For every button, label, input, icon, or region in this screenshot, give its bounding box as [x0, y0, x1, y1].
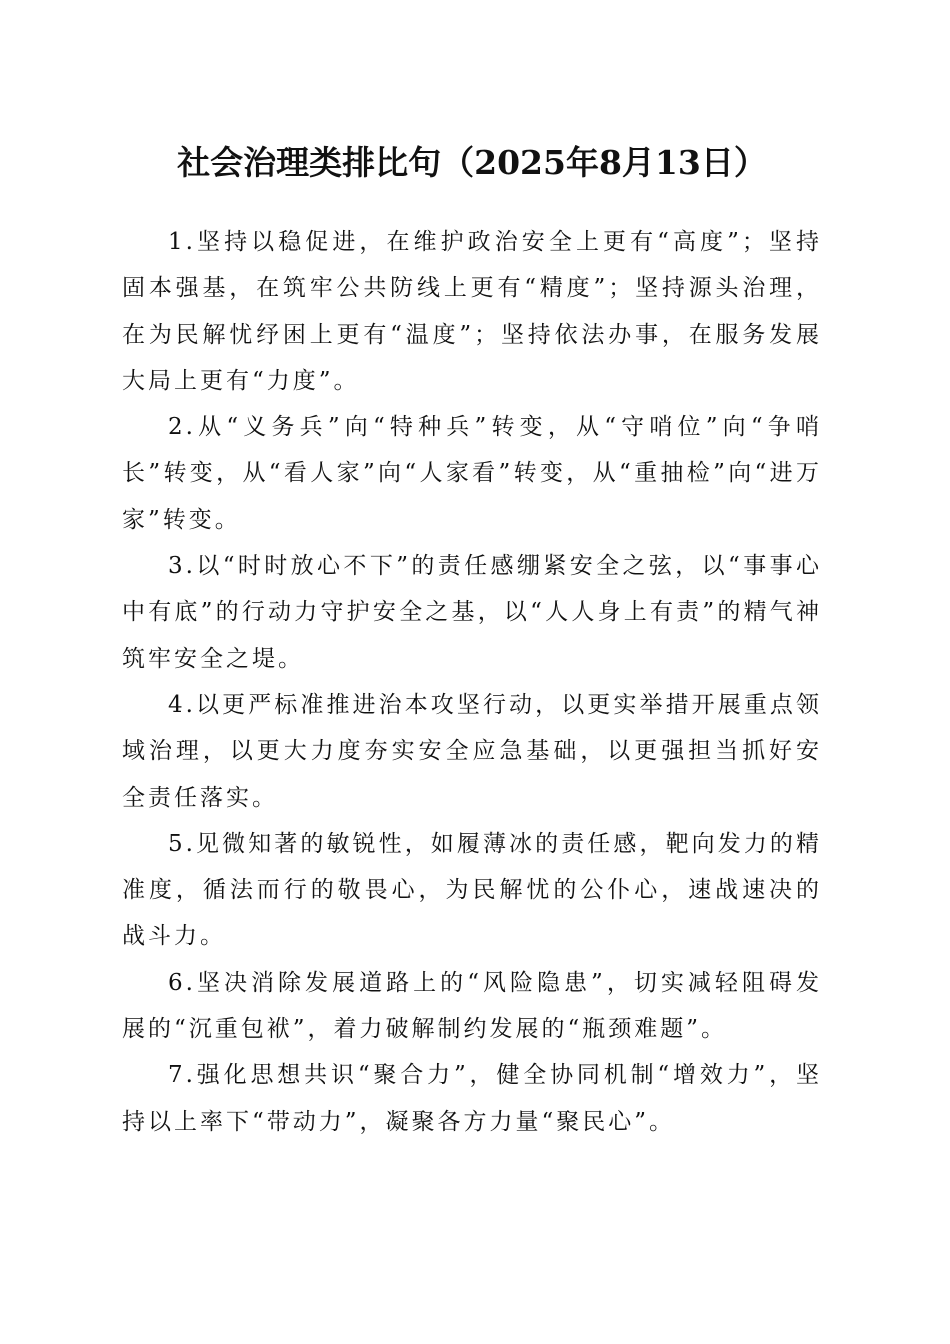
paragraph-5: 5.见微知著的敏锐性，如履薄冰的责任感，靶向发力的精准度，循法而行的敬畏心，为民解忧的公仆心，速战速决的战斗力。: [122, 830, 822, 950]
paragraph-7: 7.强化思想共识“聚合力”，健全协同机制“增效力”，坚持以上率下“带动力”，凝聚各方力量“聚民心”。: [122, 1062, 822, 1135]
paragraph-3: 3.以“时时放心不下”的责任感绷紧安全之弦，以“事事心中有底”的行动力守护安全之基，以“人人身上有责”的精气神筑牢安全之堤。: [122, 553, 822, 672]
document-body: [122, 219, 822, 1145]
paragraph-2: 2.从“义务兵”向“特种兵”转变，从“守哨位”向“争哨长”转变，从“看人家”向“人家看”转变，从“重抽检”向“进万家”转变。: [122, 414, 822, 533]
document-title: 社会治理类排比句（2025年8月13日）: [177, 143, 767, 182]
paragraph-4: 4.以更严标准推进治本攻坚行动，以更实举措开展重点领域治理，以更大力度夯实安全应急基础，以更强担当抓好安全责任落实。: [122, 691, 822, 811]
paragraph-1: 1.坚持以稳促进，在维护政治安全上更有“高度”；坚持固本强基，在筑牢公共防线上更有“精度”；坚持源头治理，在为民解忧纾困上更有“温度”；坚持依法办事，在服务发展大局上更有“力度”。: [122, 229, 822, 394]
paragraph-6: 6.坚决消除发展道路上的“风险隐患”，切实减轻阻碍发展的“沉重包袱”，着力破解制约发展的“瓶颈难题”。: [122, 969, 822, 1043]
